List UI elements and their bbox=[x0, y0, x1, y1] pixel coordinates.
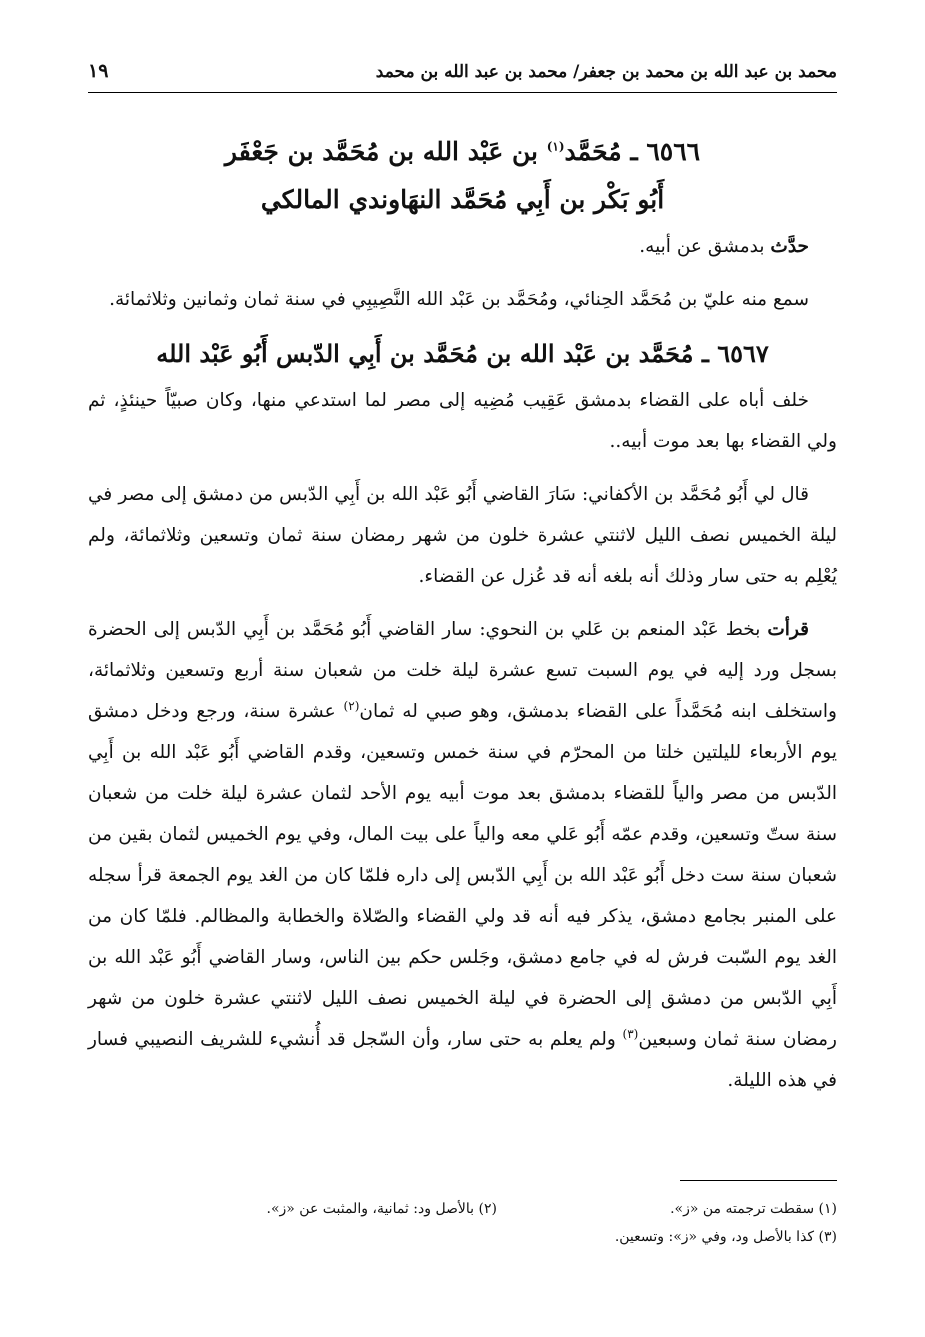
running-title: محمد بن عبد الله بن محمد بن جعفر/ محمد بن عبد الله بن محمد bbox=[375, 62, 837, 82]
footnote-ref: (٣) bbox=[622, 1026, 639, 1041]
footnote-ref: (١) bbox=[546, 139, 565, 154]
entry-title-6567: ٦٥٦٧ ـ مُحَمَّد بن عَبْد الله بن مُحَمَّد بن أَبِي الدّبس أَبُو عَبْد الله bbox=[156, 339, 769, 368]
footnote-row bbox=[88, 1195, 837, 1223]
page-body bbox=[88, 128, 837, 1101]
footnote-divider bbox=[680, 1180, 837, 1181]
paragraph-text: ولم يعلم به حتى سار، وأن السّجل قد أُنشيء للشريف النصيبي فسار في هذه الليلة. bbox=[88, 1029, 837, 1091]
footnote-2: (٢) بالأصل ود: ثمانية، والمثبت عن «ز». bbox=[266, 1201, 497, 1217]
page-number: ١٩ bbox=[88, 60, 109, 82]
footnote-row bbox=[88, 1223, 837, 1251]
footnote-3: (٣) كذا بالأصل ود، وفي «ز»: وتسعين. bbox=[614, 1229, 837, 1245]
paragraph: سمع منه عليّ بن مُحَمَّد الحِنائي، ومُحَمَّد بن عَبْد الله النَّصِيبِي في سنة ثمان وثمانين وثلاثمائة. bbox=[109, 289, 809, 310]
paragraph: خلف أباه على القضاء بدمشق عَقِيب مُضِيه إلى مصر لما استدعي منها، وكان صبيّاً حينئذٍ، ثم ولي القضاء بها بعد موت أبيه.. bbox=[88, 390, 837, 452]
paragraph: قال لي أَبُو مُحَمَّد بن الأكفاني: سَارَ القاضي أَبُو عَبْد الله بن أَبِي الدّبس من دمشق إلى مصر في ليلة الخميس نصف الليل لاثنتي عشرة خلون من شهر رمضان سنة ثمان وتسعين وثلاثمائة، ولم يُعْلِم به حتى سار وذلك أنه بلغه أنه قد عُزل عن القضاء. bbox=[88, 484, 837, 587]
paragraph-text: بدمشق عن أبيه. bbox=[639, 236, 771, 257]
entry-title-text: بن عَبْد الله بن مُحَمَّد بن جَعْفَر bbox=[224, 137, 547, 166]
paragraph-text: بخط عَبْد المنعم بن عَلي بن النحوي: سار القاضي أَبُو مُحَمَّد بن أَبِي الدّبس إلى الحضرة بسجل ورد إليه في يوم السبت تسع عشرة ليلة خلت من شعبان سنة أربع وتسعين وثلاثمائة، واستخلف ابنه مُحَمَّداً على القضاء بدمشق، وهو صبي له ثمان bbox=[88, 619, 837, 722]
lead-word: قرأت bbox=[767, 619, 809, 640]
lead-word: حدَّث bbox=[770, 236, 809, 257]
entry-title-text: ٦٥٦٦ ـ مُحَمَّد bbox=[564, 137, 701, 166]
footnote-ref: (٢) bbox=[343, 698, 360, 713]
footnotes bbox=[88, 1195, 837, 1251]
entry-subtitle-6566: أَبُو بَكْر بن أَبِي مُحَمَّد النهَاوندي المالكي bbox=[260, 185, 665, 214]
paragraph bbox=[88, 226, 837, 267]
paragraph bbox=[88, 609, 837, 1101]
paragraph-text: عشرة سنة، ورجع ودخل دمشق يوم الأربعاء لليلتين خلتا من المحرّم في سنة خمس وتسعين، وقدم القاضي أَبُو عَبْد الله بن أَبِي الدّبس من مصر والياً للقضاء بدمشق بعد موت أبيه يوم الأحد لثمان عشرة ليلة خلت من شعبان سنة ستّ وتسعين، وقدم عمّه أَبُو عَلي معه والياً على بيت المال، وفي يوم الخميس لثمان بقين من شعبان سنة ست دخل أَبُو عَبْد الله بن أَبِي الدّبس إلى داره فلمّا كان من الغد يوم الجمعة قرأ سجله على المنبر بجامع دمشق، يذكر فيه أنه قد ولي القضاء والصّلاة والخطابة والمظالم. فلمّا كان من الغد يوم السّبت فرش له في جامع دمشق، وجَلس حكم بين الناس، وسار القاضي أَبُو عَبْد الله بن أَبِي الدّبس من دمشق إلى الحضرة في ليلة الخميس نصف الليل لاثنتي عشرة خلون من شهر رمضان سنة ثمان وسبعين bbox=[88, 701, 837, 1050]
entry-title-6566 bbox=[88, 128, 837, 176]
page-header bbox=[88, 58, 837, 93]
footnote-1: (١) سقطت ترجمته من «ز». bbox=[670, 1201, 837, 1217]
